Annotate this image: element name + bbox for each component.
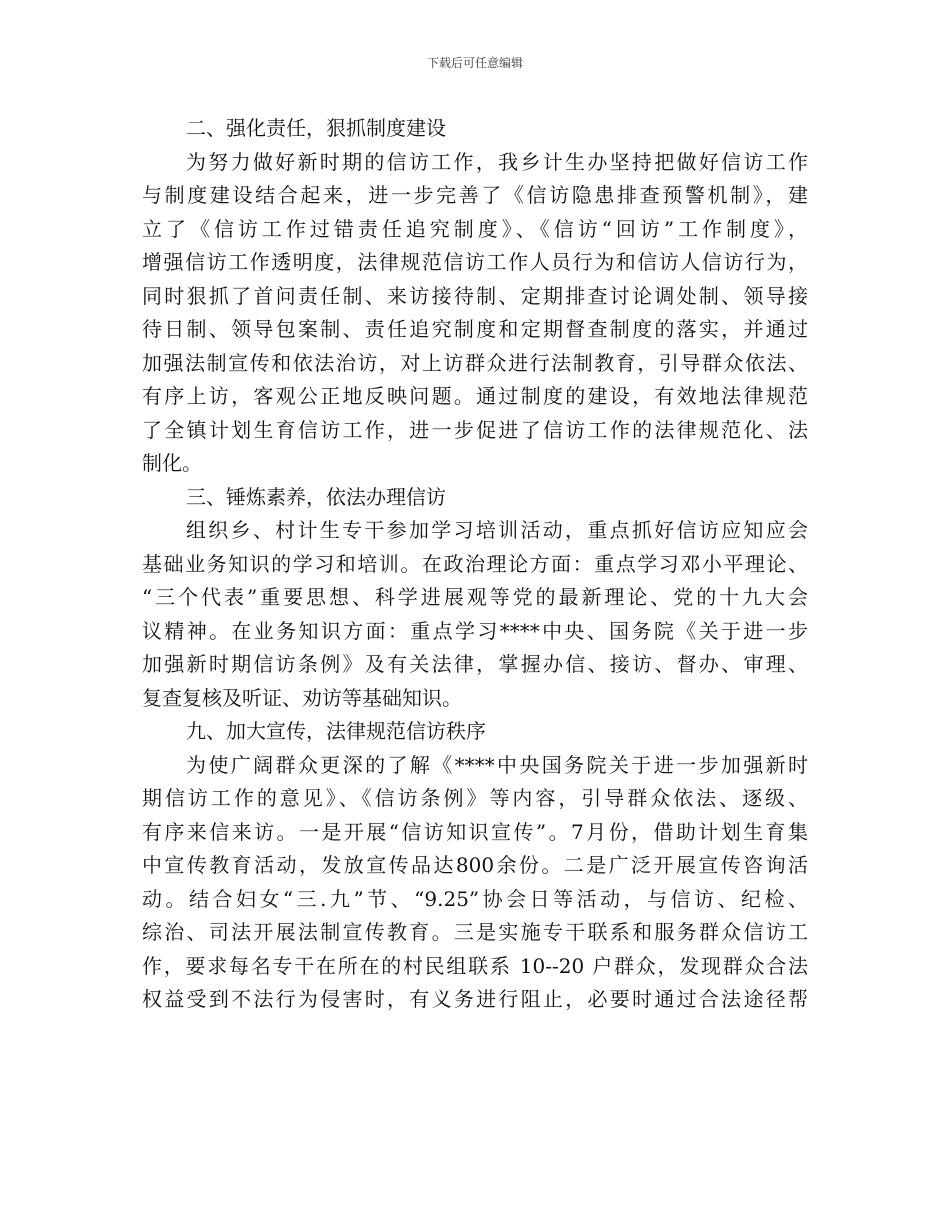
document-body	[142, 112, 808, 1017]
section-heading: 二、强化责任，狠抓制度建设	[186, 116, 446, 140]
paragraph-line: 有序来信来访。一是开展“信访知识宣传”。7月份，借助计划生育集	[142, 819, 808, 844]
paragraph-line: 组织乡、村计生专干参加学习培训活动，重点抓好信访应知应会	[186, 518, 808, 542]
paragraph-line: 权益受到不法行为侵害时，有义务进行阻止，必要时通过合法途径帮	[142, 987, 808, 1011]
paragraph-line: 作，要求每名专干在所在的村民组联系 10--20 户群众，发现群众合法	[142, 953, 808, 978]
paragraph-line: 立了《信访工作过错责任追究制度》、《信访“回访”工作制度》，	[142, 216, 808, 241]
paragraph-line: 动。结合妇女“三.九”节、“9.25”协会日等活动，与信访、纪检、	[142, 886, 808, 911]
paragraph-line: 加强新时期信访条例》及有关法律，掌握办信、接访、督办、审理、	[142, 652, 808, 676]
paragraph-line: 与制度建设结合起来，进一步完善了《信访隐患排查预警机制》，建	[142, 183, 808, 207]
section-heading: 九、加大宣传，法律规范信访秩序	[186, 719, 486, 743]
section-heading: 三、锤炼素养，依法办理信访	[186, 484, 446, 509]
paragraph-line: 基础业务知识的学习和培训。在政治理论方面：重点学习邓小平理论、	[142, 551, 808, 576]
paragraph-line: 为使广阔群众更深的了解《****中央国务院关于进一步加强新时	[186, 752, 808, 777]
paragraph-line: 议精神。在业务知识方面：重点学习****中央、国务院《关于进一步	[142, 618, 808, 643]
paragraph-line: “三个代表”重要思想、科学进展观等党的最新理论、党的十九大会	[142, 585, 808, 609]
paragraph-line: 期信访工作的意见》、《信访条例》等内容，引导群众依法、逐级、	[142, 786, 808, 810]
paragraph-line: 了全镇计划生育信访工作，进一步促进了信访工作的法律规范化、法	[142, 417, 808, 442]
page-header: 下载后可任意编辑	[426, 56, 523, 70]
paragraph-line: 制化。	[142, 451, 202, 475]
paragraph-line: 加强法制宣传和依法治访，对上访群众进行法制教育，引导群众依法、	[142, 350, 808, 375]
paragraph-line: 为努力做好新时期的信访工作，我乡计生办坚持把做好信访工作	[186, 149, 808, 174]
paragraph-line: 综治、司法开展法制宣传教育。三是实施专干联系和服务群众信访工	[142, 920, 808, 944]
paragraph-line: 待日制、领导包案制、责任追究制度和定期督查制度的落实，并通过	[142, 317, 808, 341]
paragraph-line: 复查复核及听证、劝访等基础知识。	[142, 685, 462, 710]
paragraph-line: 有序上访，客观公正地反映问题。通过制度的建设，有效地法律规范	[142, 384, 808, 408]
paragraph-line: 中宣传教育活动，发放宣传品达800余份。二是广泛开展宣传咨询活	[142, 853, 808, 877]
paragraph-line: 同时狠抓了首问责任制、来访接待制、定期排查讨论调处制、领导接	[142, 283, 808, 308]
paragraph-line: 增强信访工作透明度，法律规范信访工作人员行为和信访人信访行为，	[142, 250, 808, 274]
